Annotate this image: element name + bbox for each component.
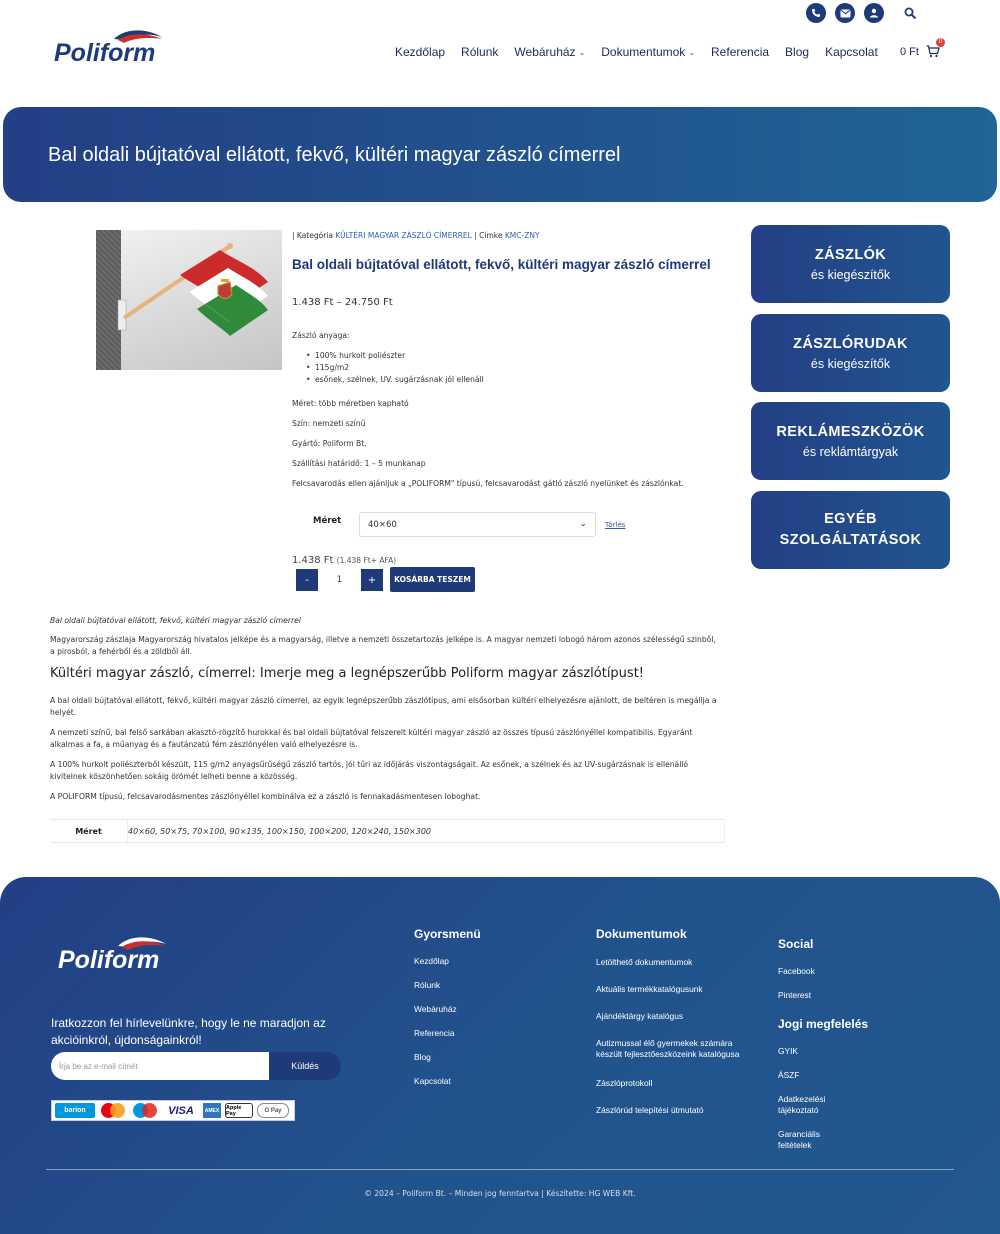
- maestro-logo: [131, 1103, 159, 1118]
- payment-logos: [51, 1100, 295, 1121]
- product-title: Bal oldali bújtatóval ellátott, fekvő, kültéri magyar zászló címerrel: [292, 257, 711, 272]
- footer-link[interactable]: Zászlóprotokoll: [596, 1078, 653, 1088]
- description-paragraph: A 100% hurkolt poliészterből készült, 115 g/m2 anyagsűrűségű zászló tartós, jól tűri az időjárás viszontagságait. Az esőnek, a szélnek és az UV-sugárzásnak is ellenálló kivitelnek köszönhetően sokáig örömét lelheti benne a közösség.: [50, 760, 689, 781]
- footer-link[interactable]: ÁSZF: [778, 1070, 800, 1080]
- footer-link[interactable]: Zászlórúd telepítési útmutató: [596, 1105, 704, 1115]
- footer-link[interactable]: Letölthető dokumentumok: [596, 957, 693, 967]
- variation-price-net: (1.438 Ft+ ÁFA): [336, 556, 397, 565]
- footer-link[interactable]: GYIK: [778, 1046, 799, 1056]
- flag-illustration: [96, 230, 282, 370]
- chevron-down-icon: ⌄: [688, 47, 696, 57]
- product-tip: Felcsavarodás ellen ajánljuk a „POLIFORM" típusú, felcsavarodást gátló zászló nyelünket és zászlónkat.: [292, 479, 684, 488]
- newsletter-form: [51, 1052, 341, 1080]
- svg-text:Poliform: Poliform: [58, 946, 160, 973]
- product-meta: | Kategória KÜLTÉRI MAGYAR ZÁSZLÓ CÍMERREL | Címke KMC-ZNY: [292, 231, 540, 240]
- footer-link[interactable]: Rólunk: [414, 980, 441, 990]
- description-paragraph: Magyarország zászlaja Magyarország hivatalos jelképe és a magyarság, illetve a nemzeti összetartozás jelképe is. A magyar nemzeti lobogó három azonos szélességű szinből, a pirosból, a fehérből és a zöldből áll.: [50, 635, 716, 656]
- cart-total: 0 Ft: [900, 45, 919, 58]
- attr-label: Méret: [50, 820, 128, 842]
- attr-value: 40×60, 50×75, 70×100, 90×135, 100×150, 100×200, 120×240, 150×300: [128, 826, 431, 836]
- quantity-increase-button[interactable]: +: [361, 569, 383, 591]
- clear-selection-link[interactable]: Törlés: [605, 521, 626, 529]
- chevron-down-icon: ⌄: [578, 47, 586, 57]
- tag-link[interactable]: KMC-ZNY: [504, 231, 540, 240]
- footer-link[interactable]: Referencia: [414, 1028, 455, 1038]
- footer-docs-title: Dokumentumok: [596, 927, 687, 941]
- newsletter-send-button[interactable]: Küldés: [269, 1052, 341, 1080]
- footer-divider: [46, 1169, 954, 1170]
- svg-text:Poliform: Poliform: [54, 39, 156, 66]
- newsletter-text: Iratkozzon fel hírlevelünkre, hogy le ne maradjon az akcióinkról, újdonságainkról!: [51, 1016, 326, 1047]
- site-footer: [0, 877, 1000, 1234]
- nav-blog[interactable]: Blog: [785, 45, 810, 59]
- footer-link[interactable]: Facebook: [778, 966, 815, 976]
- chevron-down-icon: ⌄: [579, 519, 587, 529]
- size-select[interactable]: [359, 512, 596, 537]
- list-item: • esőnek, szélnek, UV. sugárzásnak jól ellenáll: [315, 374, 484, 386]
- footer-link[interactable]: Aktuális termékkatalógusunk: [596, 984, 703, 994]
- description-heading: Kültéri magyar zászló, címerrel: Imerje meg a legnépszerűbb Poliform magyar zászlótípust!: [50, 666, 645, 681]
- poliform-logo[interactable]: [52, 28, 167, 66]
- nav-webaruhaz[interactable]: Webáruház ⌄: [514, 45, 586, 59]
- delivery-info: Szállítási határidő: 1 – 5 munkanap: [292, 459, 426, 468]
- footer-link[interactable]: Pinterest: [778, 990, 812, 1000]
- apple-pay-logo: Apple Pay: [225, 1103, 253, 1118]
- description-paragraph: A bal oldali bújtatóval ellátott, fekvő, kültéri magyar zászló címerrel, az egyik legnépszerűbb zászlótípus, ami elsősorban kültéri elhelyezésre ajánlott, de beltéren is megállja a helyét.: [50, 696, 717, 717]
- sidebar-reklameszkozok-button[interactable]: REKLÁMESZKÖZÖK és reklámtárgyak: [751, 402, 950, 480]
- mastercard-logo: [99, 1103, 127, 1118]
- variation-price: 1.438 Ft (1.438 Ft+ ÁFA): [292, 555, 397, 566]
- attributes-table: [50, 819, 725, 843]
- cart-count-badge: 0: [936, 38, 945, 47]
- footer-link[interactable]: Ajándéktárgy katalógus: [596, 1011, 684, 1021]
- footer-link[interactable]: Autizmussal élő gyermekek számára készült fejlesztőeszközeink katalógusa: [596, 1038, 740, 1059]
- page-hero: [3, 107, 997, 202]
- material-list: [315, 350, 484, 386]
- amex-logo: AMEX: [203, 1103, 221, 1118]
- add-to-cart-button[interactable]: KOSÁRBA TESZEM: [390, 567, 475, 592]
- description-paragraph: A POLIFORM típusú, felcsavarodásmentes zászlónyéllel kombinálva ez a zászló is fennakadásmentesen loboghat.: [50, 792, 481, 801]
- quantity-decrease-button[interactable]: -: [296, 569, 318, 591]
- footer-link[interactable]: Blog: [414, 1052, 431, 1062]
- footer-legal-title: Jogi megfelelés: [778, 1017, 869, 1031]
- product-image[interactable]: [96, 230, 282, 370]
- cart-icon: [926, 39, 943, 58]
- product-price-range: 1.438 Ft – 24.750 Ft: [292, 297, 393, 308]
- cart-button[interactable]: [900, 39, 943, 58]
- top-contact-icons: [806, 3, 884, 23]
- nav-rolunk[interactable]: Rólunk: [461, 45, 499, 59]
- maker-info: Gyártó: Poliform Bt.: [292, 439, 367, 448]
- nav-dokumentumok[interactable]: Dokumentumok ⌄: [601, 45, 696, 59]
- size-info: Méret: több méretben kapható: [292, 399, 409, 408]
- phone-icon[interactable]: [806, 3, 826, 23]
- footer-link[interactable]: Kapcsolat: [414, 1076, 451, 1086]
- footer-quick-title: Gyorsmenü: [414, 927, 481, 941]
- email-icon[interactable]: [835, 3, 855, 23]
- visa-logo: VISA: [168, 1104, 194, 1117]
- quantity-input[interactable]: 1: [320, 569, 359, 591]
- size-selected-value: 40×60: [368, 520, 397, 530]
- main-nav: [395, 45, 878, 59]
- material-heading: Zászló anyaga:: [292, 331, 350, 340]
- color-info: Szín: nemzeti színű: [292, 419, 366, 428]
- google-pay-logo: G Pay: [257, 1103, 289, 1118]
- sidebar-zaszlorudak-button[interactable]: ZÁSZLÓRUDAK és kiegészítők: [751, 314, 950, 392]
- footer-link[interactable]: Webáruház: [414, 1004, 457, 1014]
- category-link[interactable]: KÜLTÉRI MAGYAR ZÁSZLÓ CÍMERREL: [335, 231, 472, 240]
- description-intro-title: Bal oldali bújtatóval ellátott, fekvő, kültéri magyar zászló címerrel: [50, 616, 301, 625]
- copyright-text: © 2024 – Poliform Bt. – Minden jog fenntartva | Készítette: HG WEB Kft.: [364, 1189, 636, 1198]
- list-item: • 115g/m2: [315, 362, 484, 374]
- search-icon[interactable]: [904, 5, 917, 24]
- footer-social-title: Social: [778, 937, 814, 951]
- sidebar-zaszlok-button[interactable]: ZÁSZLÓK és kiegészítők: [751, 225, 950, 303]
- list-item: • 100% hurkolt poliészter: [315, 350, 484, 362]
- nav-kezdolap[interactable]: Kezdőlap: [395, 45, 446, 59]
- newsletter-email-input[interactable]: Írja be az e-mail címét: [51, 1052, 269, 1080]
- sidebar-egyeb-szolgaltatasok-button[interactable]: EGYÉB SZOLGÁLTATÁSOK: [751, 491, 950, 569]
- page-title: Bal oldali bújtatóval ellátott, fekvő, kültéri magyar zászló címerrel: [48, 144, 621, 166]
- footer-link[interactable]: Garanciális feltételek: [778, 1129, 820, 1150]
- barion-logo: barion: [55, 1103, 95, 1118]
- footer-logo[interactable]: [56, 935, 171, 978]
- footer-link[interactable]: Kezdőlap: [414, 956, 449, 966]
- user-icon[interactable]: [864, 3, 884, 23]
- nav-kapcsolat[interactable]: Kapcsolat: [825, 45, 878, 59]
- size-label: Méret: [313, 516, 342, 526]
- footer-link[interactable]: Adatkezelési tájékoztató: [778, 1094, 826, 1115]
- nav-referencia[interactable]: Referencia: [711, 45, 770, 59]
- description-paragraph: A nemzeti színű, bal felső sarkában akasztó-rögzítő hurokkal és bal oldali bújtatóval felszerelt kültéri magyar zászló az összes típusú zászlónyéllel kompatibilis. Egyaránt alkalmas a fa, a műanyag és a fautánzatú fém zászlónyélen való elhelyezésre is.: [50, 728, 693, 749]
